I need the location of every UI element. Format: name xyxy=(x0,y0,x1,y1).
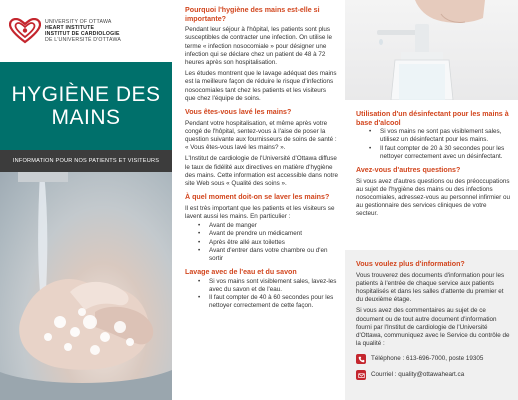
section-title-sanitizer: Utilisation d'un désinfectant pour les mains à base d'alcool xyxy=(356,110,509,127)
cover-panel xyxy=(0,0,172,400)
more-info-panel xyxy=(345,250,518,400)
when-to-wash-list xyxy=(185,222,338,263)
list-item: • Avant d'entrer dans votre chambre ou d'en sortir xyxy=(185,247,338,263)
soap-water-list xyxy=(185,278,338,311)
list-item: • Après être allé aux toilettes xyxy=(185,239,338,247)
section-title-more-info: Vous voulez plus d'information? xyxy=(356,260,465,268)
sanitizer-list xyxy=(356,128,510,161)
subtitle-band xyxy=(0,150,172,172)
email-icon xyxy=(356,370,366,380)
section-title-when-to-wash: À quel moment doit-on se laver les mains? xyxy=(185,193,330,202)
list-item: • Il faut compter de 20 à 30 secondes pour les nettoyer correctement avec un désinfectant. xyxy=(356,145,510,161)
sanitizer-pump-illustration xyxy=(345,0,518,100)
brochure-title xyxy=(11,83,160,129)
more-info-paragraph-1: Vous trouverez des documents d'information pour les patients à l'entrée de chaque service aux patients hospitalisés et dans les salles d'attente du premier et du deuxième étage. xyxy=(356,271,505,304)
more-info-paragraph-2: Si vous avez des commentaires au sujet de ce document ou de tout autre document d'information fourni par l'Institut de cardiologie de l'Université d'Ottawa, communiquez avec le Service du contrôle de la qualité : xyxy=(356,307,510,348)
list-item: • Avant de prendre un médicament xyxy=(185,230,338,238)
heart-logo-icon xyxy=(9,18,41,44)
did-you-wash-paragraph-2: L'Institut de cardiologie de l'Université d'Ottawa diffuse le taux de fidélité aux directives en matière d'hygiène des mains. Cette information est accessible dans notre site Web sous « Qualité des soins ». xyxy=(185,155,338,188)
list-item: • Si vos mains sont visiblement sales, lavez-les avec du savon et de l'eau. xyxy=(185,278,338,294)
brochure-subtitle: INFORMATION POUR NOS PATIENTS ET VISITEURS xyxy=(12,158,160,164)
list-item: • Si vos mains ne sont pas visiblement sales, utilisez un désinfectant pour les mains. xyxy=(356,128,510,144)
did-you-wash-paragraph-1: Pendant votre hospitalisation, et même après votre congé de l'hôpital, sentez-vous à l'aise de poser la question suivante aux fournisseurs de soins de santé : « Vous êtes-vous lavé les mains? ». xyxy=(185,119,337,152)
heart-institute-logo xyxy=(9,18,121,44)
logo-line-3: INSTITUT DE CARDIOLOGIE xyxy=(45,31,120,37)
handwashing-photo xyxy=(0,172,172,400)
list-item: • Il faut compter de 40 à 60 secondes pour les nettoyer correctement de cette façon. xyxy=(185,294,338,310)
title-band xyxy=(0,62,172,150)
section-title-questions: Avez-vous d'autres questions? xyxy=(356,166,461,174)
section-title-importance: Pourquoi l'hygiène des mains est-elle si importante? xyxy=(185,6,320,23)
section-title-soap-water: Lavage avec de l'eau et du savon xyxy=(185,268,297,277)
importance-paragraph-2: Les études montrent que le lavage adéquat des mains est la meilleure façon de réduire le risque d'infections nosocomiales tant chez les patients et les visiteurs que chez l'équipe de soins. xyxy=(185,70,337,102)
title-line-1: HYGIÈNE DES xyxy=(11,83,161,106)
sanitizer-photo xyxy=(345,0,518,100)
section-title-did-you-wash: Vous êtes-vous lavé les mains? xyxy=(185,108,292,117)
email-contact xyxy=(356,370,510,380)
right-text-block xyxy=(345,100,518,250)
middle-column xyxy=(172,0,345,400)
questions-paragraph: Si vous avez d'autres questions ou des préoccupations au sujet de l'hygiène des mains ou des infections nosocomiales, adressez-vous au personnel infirmier ou au gestionnaire des services cliniques de votre secteur. xyxy=(356,177,511,218)
list-item: • Avant de manger xyxy=(185,222,338,230)
importance-paragraph-1: Pendant leur séjour à l'hôpital, les patients sont plus susceptibles de contracter une infection. On utilise le terme « infection nosocomiale » pour désigner une infection qui se déclare chez un patient de 48 à 72 heures après son hospitalisation. xyxy=(185,26,333,66)
email-link[interactable]: Courriel : quality@ottawaheart.ca xyxy=(371,371,465,379)
logo-line-4: DE L'UNIVERSITÉ D'OTTAWA xyxy=(45,37,122,43)
logo-line-1: UNIVERSITY OF OTTAWA xyxy=(45,19,112,25)
title-line-2: MAINS xyxy=(51,106,121,129)
right-column xyxy=(345,0,518,400)
phone-contact xyxy=(356,354,510,364)
phone-icon xyxy=(356,354,366,364)
phone-text: Téléphone : 613-696-7000, poste 19305 xyxy=(371,355,484,363)
handwashing-illustration xyxy=(0,172,172,400)
when-to-wash-paragraph: Il est très important que les patients et les visiteurs se lavent aussi les mains. En particulier : xyxy=(185,204,335,221)
logo-line-2: HEART INSTITUTE xyxy=(45,25,95,31)
